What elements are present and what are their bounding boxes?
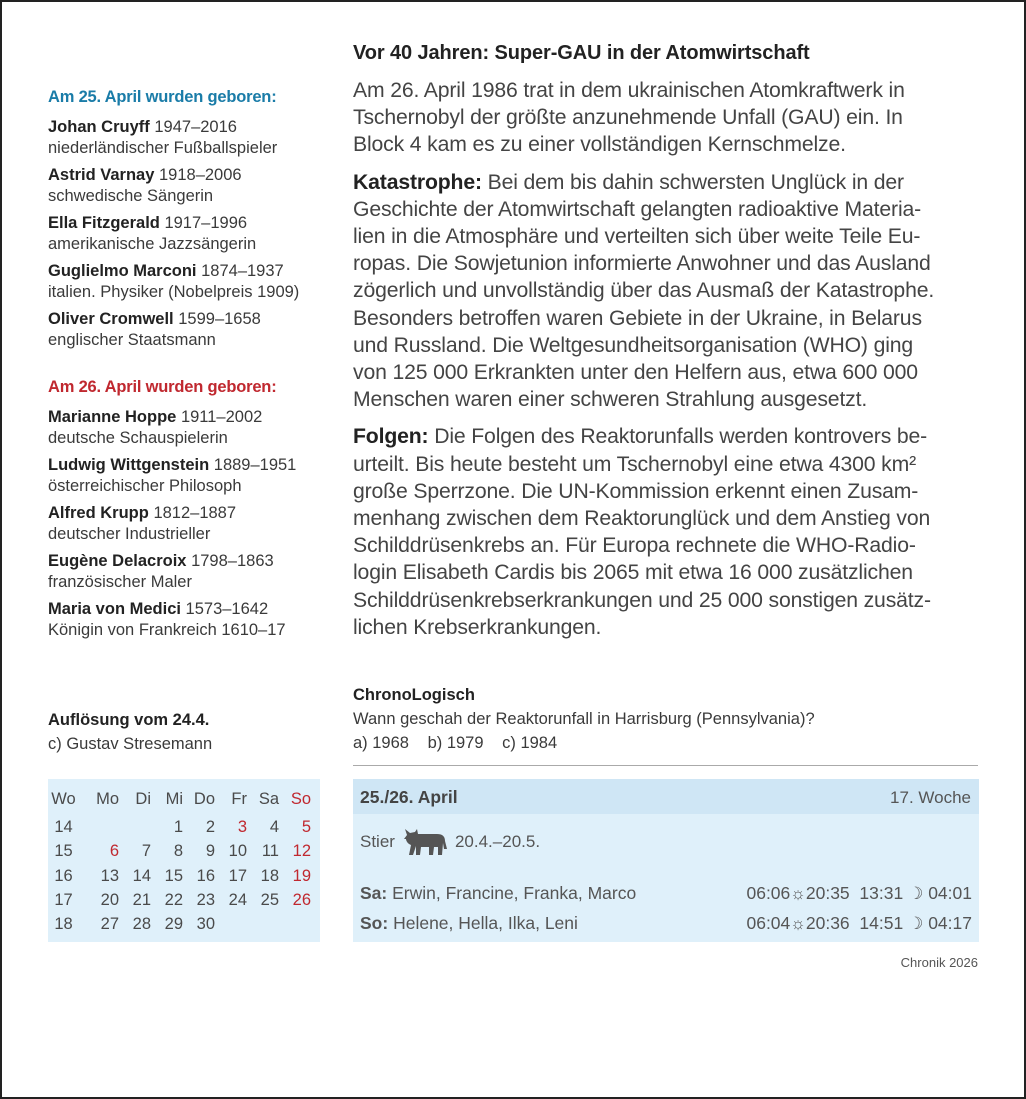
moon-icon: ☽	[908, 884, 924, 903]
calendar-day: 23	[196, 890, 215, 909]
births-april-26	[48, 378, 338, 647]
person-years: 1917–1996	[164, 214, 248, 232]
paragraph-line: lichen Krebserkrankungen.	[353, 615, 602, 639]
calendar-day: 12	[292, 842, 311, 861]
saturday-times	[746, 883, 972, 904]
person-name: Oliver Cromwell	[48, 310, 174, 328]
calendar-day: 9	[205, 842, 215, 861]
saturday-line	[360, 883, 972, 904]
person-years: 1889–1951	[213, 456, 297, 474]
sunday-moonset: 04:17	[928, 913, 972, 933]
paragraph-line: von 125 000 Erkrankten unter den Helfern aus, etwa 600 000	[353, 361, 918, 385]
solution-answer: c) Gustav Stresemann	[48, 735, 213, 753]
person-years: 1911–2002	[180, 408, 263, 426]
calendar-weekday-header: Fr	[231, 789, 247, 808]
person-description: amerikanische Jazzsängerin	[48, 235, 257, 253]
calendar-day: 21	[132, 890, 151, 909]
zodiac-sign: Stier	[360, 832, 395, 851]
person-description: österreichischer Philosoph	[48, 477, 242, 495]
person-entry	[48, 503, 338, 545]
person-description: deutscher Industrieller	[48, 525, 211, 543]
saturday-names: Erwin, Francine, Franka, Marco	[392, 883, 637, 903]
paragraph-line: Block 4 kam es zu einer vollständigen Kernschmelze.	[353, 133, 846, 157]
calendar-day: 2	[205, 817, 215, 836]
person-name: Alfred Krupp	[48, 504, 149, 522]
paragraph-line: Die Folgen des Reaktorunfalls werden kontrovers be-	[428, 425, 928, 449]
calendar-day: 3	[237, 817, 247, 836]
person-years: 1918–2006	[158, 166, 242, 184]
births-26-heading: Am 26. April wurden geboren:	[48, 378, 277, 396]
calendar-week-row	[48, 864, 320, 888]
person-years: 1947–2016	[154, 118, 237, 136]
calendar-week-number: 17	[54, 890, 73, 909]
calendar-week-number: 15	[54, 842, 73, 861]
calendar-week-number: 14	[54, 817, 73, 836]
calendar-day: 8	[173, 842, 183, 861]
calendar-day: 26	[292, 890, 311, 909]
paragraph-line: Bei dem bis dahin schwersten Unglück in der	[481, 170, 904, 194]
person-description: schwedische Sängerin	[48, 187, 214, 205]
chrono-answers	[353, 731, 983, 755]
calendar-weekday-header: Wo	[51, 789, 76, 808]
births-25-heading: Am 25. April wurden geboren:	[48, 88, 277, 106]
person-description: deutsche Schauspielerin	[48, 429, 228, 447]
calendar-header-row	[48, 787, 320, 811]
paragraph-line: Besonders betroffen waren Gebiete in der Ukraine, in Belarus	[353, 306, 922, 330]
calendar-day: 11	[261, 842, 279, 861]
sunday-line	[360, 913, 972, 934]
person-name: Johan Cruyff	[48, 118, 150, 136]
person-entry	[48, 599, 338, 641]
births-april-25	[48, 88, 338, 357]
sun-icon: ☼	[790, 884, 806, 903]
day-header	[353, 779, 979, 814]
person-years: 1599–1658	[178, 310, 261, 328]
person-name: Marianne Hoppe	[48, 408, 177, 426]
sunday-label: So:	[360, 913, 389, 933]
zodiac-range: 20.4.–20.5.	[454, 832, 541, 851]
chrono-answer-c: c) 1984	[502, 734, 558, 752]
calendar-day: 13	[100, 866, 119, 885]
article-title: Vor 40 Jahren: Super-GAU in der Atomwirtschaft	[353, 42, 810, 64]
calendar-day: 20	[100, 890, 119, 909]
calendar-weekday-header: Do	[193, 789, 215, 808]
bull-icon	[401, 827, 449, 857]
person-description: italien. Physiker (Nobelpreis 1909)	[48, 283, 300, 301]
calendar-day: 22	[164, 890, 183, 909]
calendar-day: 5	[301, 817, 311, 836]
paragraph-line: urteilt. Bis heute besteht um Tschernobyl eine etwa 4300 km²	[353, 452, 916, 476]
person-description: niederländischer Fußballspieler	[48, 139, 278, 157]
zodiac-info	[360, 827, 540, 857]
calendar-day: 25	[260, 890, 279, 909]
sunday-sunrise: 06:04	[746, 913, 791, 933]
person-years: 1874–1937	[201, 262, 284, 280]
paragraph-lead: Katastrophe:	[353, 170, 482, 194]
calendar-weekday-header: Mi	[165, 789, 183, 808]
calendar-week-number: 18	[54, 915, 73, 934]
person-name: Guglielmo Marconi	[48, 262, 197, 280]
sun-icon: ☼	[790, 914, 806, 933]
chrono-question: Wann geschah der Reaktorunfall in Harrisburg (Pennsylvania)?	[353, 710, 815, 728]
paragraph-line: Tschernobyl der größte anzunehmende Unfall (GAU) ein. In	[353, 106, 903, 130]
person-entry	[48, 407, 338, 449]
paragraph-line: menhang zwischen dem Reaktorunglück und dem Anstieg von	[353, 507, 931, 531]
saturday-label: Sa:	[360, 883, 388, 903]
week-number: 17. Woche	[890, 788, 971, 807]
divider-line	[353, 765, 978, 766]
sunday-moonrise: 14:51	[859, 913, 904, 933]
calendar-day: 16	[196, 866, 215, 885]
article-paragraph	[353, 77, 983, 159]
calendar-day: 27	[100, 915, 119, 934]
calendar-day: 29	[164, 915, 183, 934]
saturday-moonset: 04:01	[928, 883, 972, 903]
person-description: Königin von Frankreich 1610–17	[48, 621, 286, 639]
calendar-weekday-header: Mo	[96, 789, 119, 808]
paragraph-line: ropas. Die Sowjetunion informierte Anwohner und das Ausland	[353, 252, 931, 276]
month-calendar	[48, 779, 320, 942]
person-entry	[48, 551, 338, 593]
calendar-week-row	[48, 912, 320, 936]
calendar-day: 30	[196, 915, 215, 934]
person-entry	[48, 117, 338, 159]
saturday-sunrise: 06:06	[746, 883, 791, 903]
person-entry	[48, 455, 338, 497]
sunday-times	[746, 913, 972, 934]
calendar-day: 24	[228, 890, 247, 909]
paragraph-line: Schilddrüsenkrebserkrankungen und 25 000 sonstigen zusätz-	[353, 588, 931, 612]
sunday-sunset: 20:36	[805, 913, 850, 933]
paragraph-line: und Russland. Die Weltgesundheitsorganisation (WHO) ging	[353, 333, 914, 357]
paragraph-line: Menschen waren einer schweren Strahlung ausgesetzt.	[353, 388, 868, 412]
calendar-weekday-header: Di	[135, 789, 151, 808]
person-name: Eugène Delacroix	[48, 552, 187, 570]
footer-label: Chronik 2026	[900, 955, 978, 970]
calendar-day: 17	[228, 866, 247, 885]
person-entry	[48, 213, 338, 255]
quiz-solution	[48, 708, 338, 756]
calendar-day: 4	[269, 817, 279, 836]
calendar-day: 28	[132, 915, 151, 934]
saturday-sunset: 20:35	[805, 883, 850, 903]
person-name: Ella Fitzgerald	[48, 214, 160, 232]
person-entry	[48, 309, 338, 351]
person-name: Astrid Varnay	[48, 166, 155, 184]
calendar-day: 6	[109, 842, 119, 861]
calendar-day: 7	[141, 842, 151, 861]
calendar-day: 10	[228, 842, 247, 861]
calendar-week-row	[48, 815, 320, 839]
person-years: 1573–1642	[185, 600, 269, 618]
chrono-answer-a: a) 1968	[353, 734, 409, 752]
person-description: französischer Maler	[48, 573, 192, 591]
chrono-quiz	[353, 683, 983, 755]
person-entry	[48, 261, 338, 303]
person-description: englischer Staatsmann	[48, 331, 216, 349]
person-name: Ludwig Wittgenstein	[48, 456, 210, 474]
chrono-answer-b: b) 1979	[427, 734, 484, 752]
solution-title: Auflösung vom 24.4.	[48, 711, 210, 729]
person-name: Maria von Medici	[48, 600, 181, 618]
calendar-day: 19	[292, 866, 311, 885]
sunday-names: Helene, Hella, Ilka, Leni	[393, 913, 578, 933]
calendar-week-row	[48, 888, 320, 912]
calendar-day: 18	[260, 866, 279, 885]
paragraph-line: große Sperrzone. Die UN-Kommission erkennt einen Zusam-	[353, 479, 919, 503]
paragraph-line: Schilddrüsenkrebs an. Für Europa rechnete die WHO-Radio-	[353, 534, 916, 558]
person-years: 1812–1887	[153, 504, 237, 522]
paragraph-line: zögerlich und unvollständig über das Ausmaß der Katastrophe.	[353, 279, 935, 303]
calendar-weekday-header: Sa	[258, 789, 279, 808]
article	[353, 42, 983, 651]
calendar-weekday-header: So	[290, 789, 311, 808]
chrono-title: ChronoLogisch	[353, 686, 475, 704]
calendar-day: 1	[173, 817, 183, 836]
calendar-day: 15	[164, 866, 183, 885]
paragraph-lead: Folgen:	[353, 425, 429, 449]
article-paragraph	[353, 169, 983, 414]
calendar-day: 14	[132, 866, 151, 885]
paragraph-line: login Elisabeth Cardis bis 2065 mit etwa 16 000 zusätzlichen	[353, 561, 913, 585]
saturday-moonrise: 13:31	[859, 883, 904, 903]
day-info-box	[353, 779, 979, 942]
person-entry	[48, 165, 338, 207]
person-years: 1798–1863	[191, 552, 274, 570]
calendar-week-number: 16	[54, 866, 73, 885]
moon-icon: ☽	[908, 914, 924, 933]
day-date: 25./26. April	[360, 787, 458, 807]
article-paragraph	[353, 423, 983, 641]
paragraph-line: Am 26. April 1986 trat in dem ukrainischen Atomkraftwerk in	[353, 79, 905, 102]
calendar-week-row	[48, 840, 320, 864]
paragraph-line: Geschichte der Atomwirtschaft gelangten radioaktive Materia-	[353, 197, 922, 221]
paragraph-line: lien in die Atmosphäre und verteilten sich über weite Teile Eu-	[353, 225, 921, 249]
